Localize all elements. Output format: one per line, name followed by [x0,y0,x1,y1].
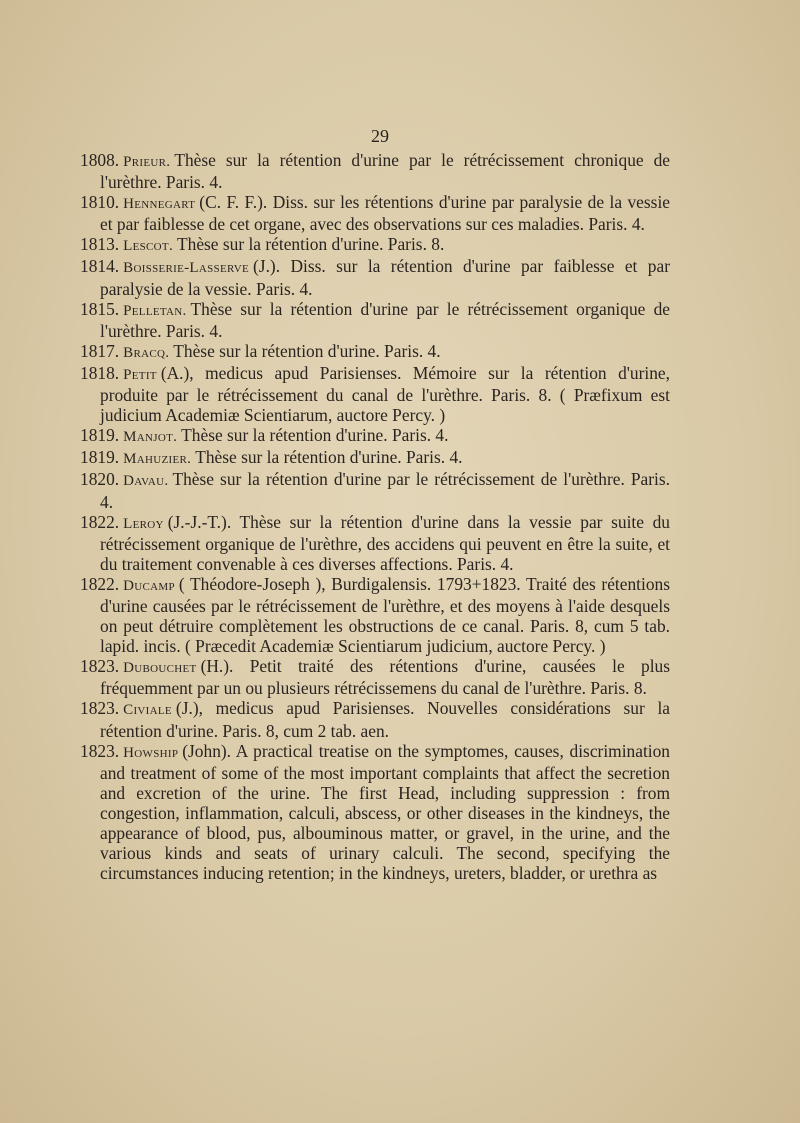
entry-text: (J.). Diss. sur la rétention d'urine par faiblesse et par paralysie de la vessie. Paris. 4. [100,256,670,299]
entry-year: 1818. [80,362,120,383]
bibliography-entry [80,447,670,469]
entry-text: Thèse sur la rétention d'urine par le rétrécissement de l'urèthre. Paris. 4. [100,469,670,512]
entry-year: 1820. [80,469,120,490]
bibliography-entry [80,150,670,192]
entry-year: 1819. [80,425,120,446]
entry-text: (J.), medicus apud Parisienses. Nouvelles considérations sur la rétention d'urine. Paris. 8, cum 2 tab. aen. [100,698,670,741]
entry-text: ( Théodore-Joseph ), Burdigalensis. 1793+1823. Traité des rétentions d'urine causées par le rétrécissement de l'urèthre, et des moyens à l'aide desquels on peut détruire complètement les obstructions de ce canal. Paris. 8, cum 5 tab. lapid. incis. ( Præcedit Academiæ Scientiarum judicium, auctore Percy. ) [100,573,670,657]
entry-year: 1817. [80,340,120,361]
entry-author: Ducamp [123,577,175,594]
entry-author: Civiale [123,702,172,719]
entry-year: 1810. [80,192,120,213]
bibliography-entry [80,256,670,298]
entry-text: (C. F. F.). Diss. sur les rétentions d'urine par paralysie de la vessie et par faiblesse de cet organe, avec des observations sur ces maladies. Paris. 4. [100,192,670,235]
entry-year: 1822. [80,511,120,532]
entry-author: Davau. [123,473,169,490]
entry-year: 1823. [80,740,120,761]
entry-author: Dubouchet [123,660,197,677]
entry-author: Howship [123,744,179,761]
entry-author: Boisserie-Lasserve [123,260,250,277]
entry-text: Thèse sur la rétention d'urine. Paris. 8. [177,234,445,255]
entry-author: Pelletan. [123,302,187,319]
entry-year: 1813. [80,234,120,255]
entry-year: 1819. [80,447,120,468]
entry-text: Thèse sur la rétention d'urine par le rétrécissement chronique de l'urèthre. Paris. 4. [100,150,670,193]
entry-author: Leroy [123,515,164,532]
entry-text: (John). A practical treatise on the symptomes, causes, discrimination and treatment of some of the most important complaints that affect the secretion and excretion of the urine. The first Head, including suppression : from congestion, inflammation, calculi, abscess, or other diseases in the kindneys, the appearance of blood, pus, albouminous matter, or gravel, in the urine, and the various kinds and seats of urinary calculi. The second, specifying the circumstances inducing retention; in the kindneys, ureters, bladder, or urethra as [100,740,670,884]
bibliography-entry [80,234,670,256]
bibliography-entry [80,469,670,511]
entry-author: Manjot. [123,429,178,446]
entry-author: Mahuzier. [123,451,192,468]
bibliography-entry [80,574,670,656]
bibliography-list [80,150,670,883]
bibliography-entry [80,512,670,574]
entry-text: (A.), medicus apud Parisienses. Mémoire sur la rétention d'urine, produite par le rétrécissement du canal de l'urèthre. Paris. 8. ( Præfixum est judicium Academiæ Scientiarum, auctore Percy. ) [100,362,670,426]
entry-author: Lescot. [123,238,173,255]
bibliography-entry [80,341,670,363]
entry-author: Bracq. [123,344,170,361]
entry-author: Petit [123,366,157,383]
bibliography-entry [80,741,670,884]
entry-text: (H.). Petit traité des rétentions d'urine, causées le plus fréquemment par un ou plusieurs rétrécissemens du canal de l'urèthre. Paris. 8. [100,656,670,699]
bibliography-entry [80,363,670,425]
entry-year: 1808. [80,150,120,170]
entry-author: Prieur. [123,154,171,170]
entry-text: Thèse sur la rétention d'urine. Paris. 4. [173,340,441,361]
entry-year: 1822. [80,573,120,594]
bibliography-entry [80,192,670,234]
bibliography-entry [80,425,670,447]
bibliography-entry [80,698,670,740]
entry-text: Thèse sur la rétention d'urine. Paris. 4. [181,425,449,446]
bibliography-entry [80,299,670,341]
entry-year: 1814. [80,256,120,277]
entry-year: 1823. [80,656,120,677]
entry-year: 1823. [80,698,120,719]
bibliography-entry [80,656,670,698]
page-number: 29 [371,126,389,146]
entry-year: 1815. [80,298,120,319]
entry-text: Thèse sur la rétention d'urine par le rétrécissement organique de l'urèthre. Paris. 4. [100,298,670,341]
entry-text: (J.-J.-T.). Thèse sur la rétention d'urine dans la vessie par suite du rétrécissement organique de l'urèthre, des accidens qui peuvent en être la suite, et du traitement convenable à ces diverses affections. Paris. 4. [100,511,670,574]
entry-text: Thèse sur la rétention d'urine. Paris. 4. [195,447,463,468]
entry-author: Hennegart [123,196,196,213]
